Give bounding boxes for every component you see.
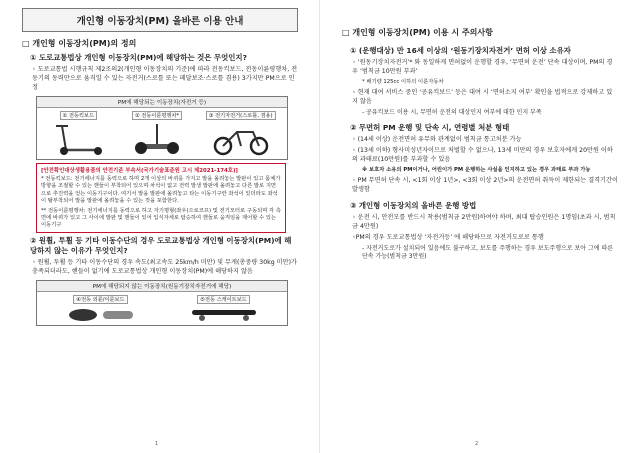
caution-2-bullet-2: ◦ (13세 이하) 형사미성년자이므로 처벌할 수 없으나, 13세 미만의 경우 보호자에게 20만원 이하의 과태료(10만원)를 부과할 수 있음 [352, 147, 613, 164]
e-bike-label: ③ 전기자전거(스로틀, 겸용) [206, 111, 276, 120]
non-pm-figure-caption: PM에 해당되지 않는 이동장치(원동기장치자전거에 해당) [37, 281, 287, 292]
caution-3-bullet-2: ◦PM의 경우 도로교통법상 ‘자전거등’ 에 해당하므로 자전거도로로 통행 [352, 233, 544, 241]
pm-figure-caption: PM에 해당되는 이동장치(자전거 등) [37, 97, 287, 108]
safety-standard-title: [안전확인대상생활용품의 안전기준 부속서(국가기술표준원 고시 제2021-174호)] [41, 167, 238, 174]
caution-3-bullet-1: ◦ 운전 시, 안전모를 반드시 착용(범칙금 2만원)하여야 하며, 최대 탑승인원은 1명임(초과 시, 범칙금 4만원) [352, 213, 616, 230]
caution-2-bullet-3: ◦ PM 무면허 단속 시, <1회 이상 1년>, <3회 이상 2년>의 운전면허 취득이 제한되는 결격기간이 발생함 [352, 176, 618, 193]
caution-2: ② 무면허 PM 운행 및 단속 시, 연령별 처분 형태 [350, 123, 510, 133]
section-heading-cautions: □ 개인형 이동장치(PM) 이용 시 주의사항 [342, 28, 493, 37]
caution-1: ① (운행대상) 만 16세 이상의 ‘원동기장치자전거’ 면허 이상 소유자 [350, 46, 571, 55]
balancing-wheel-image [127, 111, 187, 156]
e-skateboard-label: ⑤전동 스케이트보드 [197, 295, 249, 304]
balancing-wheel-label: ② 전동이륜평행차* [132, 111, 182, 120]
wheel-board-image [61, 295, 141, 322]
caution-1-bullet-2: ◦ 현재 대여 서비스 중인 ‘공유킥보드’ 등은 대여 시 ‘면허소지 여부’ 확인을 법적으로 강제하고 있지 않음 [352, 88, 613, 105]
caution-1-bullet-1: ◦ ‘원동기장치자전거’* 와 동일하게 면허없이 운행할 경우, ‘무면허 운전’ 단속 대상이며, PM의 경우 ‘범칙금 10만원 부과’ [352, 58, 613, 75]
e-skateboard-image [184, 295, 264, 322]
document-title: 개인형 이동장치(PM) 올바른 이용 안내 [22, 8, 298, 32]
wheel-board-label: ④전동 외륜/이륜보드 [73, 295, 127, 304]
question-1: ① 도로교통법상 개인형 이동장치(PM)에 해당하는 것은 무엇인지? [30, 53, 247, 62]
question-2: ② 원휠, 투휠 등 기타 이동수단의 경우 도로교통법상 개인형 이동장치(PM)에 해당하지 않는 이유가 무엇인지? [30, 235, 292, 255]
caution-1-note: * 배기량 125cc 이하의 이륜자동차 [362, 78, 444, 85]
caution-3-bullet-3: - 자전거도로가 설치되어 있음에도 불구하고, 보도를 주행하는 경우 보도주행으로 보아 그에 따른 단속 가능(범칙금 3만원) [362, 244, 614, 261]
kickboard-definition: * 전동킥보드: 전기에너지를 동력으로 하며 2개 이상의 바퀴를 가지고 발을 올려놓는 발판이 있고 몸체가 방향을 조절할 수 있는 핸들이 부착되어 있으며 차석이 없고 전력 발생 발판에 올려놓고 다른 발로 지면으로 추진력을 얻는 이동기구이다. 여기서 발을 발판에 올려놓고 타는 이동기구란 좌석이 있더라도 좌석이 탈부착되어 발을 발판에 올려놓을 수 있는 것을 포함한다. [41, 175, 281, 205]
page-number-1: 1 [155, 441, 159, 447]
question-1-body: ◦ 도로교통법 시행규칙 제2조의2(개인형 이동장치의 기준)에 따라 전동킥보드, 전동이륜평행차, 전동기의 동력만으로 움직일 수 있는 자전거(스로틀 또는 페달보조·스로틀 겸용) 3가지만 PM으로 인정 [32, 65, 298, 91]
balancing-definition: ** 전동이륜평행차: 전기에너지를 동력으로 하고 자기평형(좌우)으로코프) 및 전기모터로 구동되며 각 측면에 바퀴가 있고 그 사이에 발판 및 핸들이 있어 입식자세로 탑승하여 핸들로 움직임을 제어할 수 있는 이동기구 [41, 207, 281, 229]
caution-2-bullet-1: ◦ (14세 이상) 운전면허 유무와 관계없이 범칙금 통고처분 가능 [352, 136, 522, 144]
kickboard-label: ① 전동킥보드 [60, 111, 97, 120]
kickboard-image [48, 111, 108, 156]
caution-1-bullet-3: - 공유킥보드 이용 시, 무면허 운전의 대상인지 여부에 대한 인지 부족 [362, 108, 542, 116]
section-heading-definition: □ 개인형 이동장치(PM)의 정의 [22, 39, 137, 48]
pm-figure [36, 96, 288, 160]
question-2-body: ◦ 원휠, 투휠 등 기타 이동수단의 경우 속도(최고속도 25km/h 미만) 및 무게(총중량 30kg 미만)가 충족되더라도, 핸들이 없기에 도로교통법상 개인형 이동장치(PM)에 해당하지 않음 [32, 258, 298, 275]
page-2 [320, 0, 640, 453]
non-pm-figure [36, 280, 288, 326]
e-bike-image [206, 111, 276, 156]
caution-2-note: ※ 보호자 소유의 PM이거나, 어린이가 PM 운행하는 사실을 인지하고 있는 경우 과태료 부과 가능 [362, 167, 591, 174]
page-number-2: 2 [475, 441, 479, 447]
caution-3: ③ 개인형 이동장치의 올바른 운행 방법 [350, 200, 477, 210]
safety-standard-box [36, 163, 286, 233]
